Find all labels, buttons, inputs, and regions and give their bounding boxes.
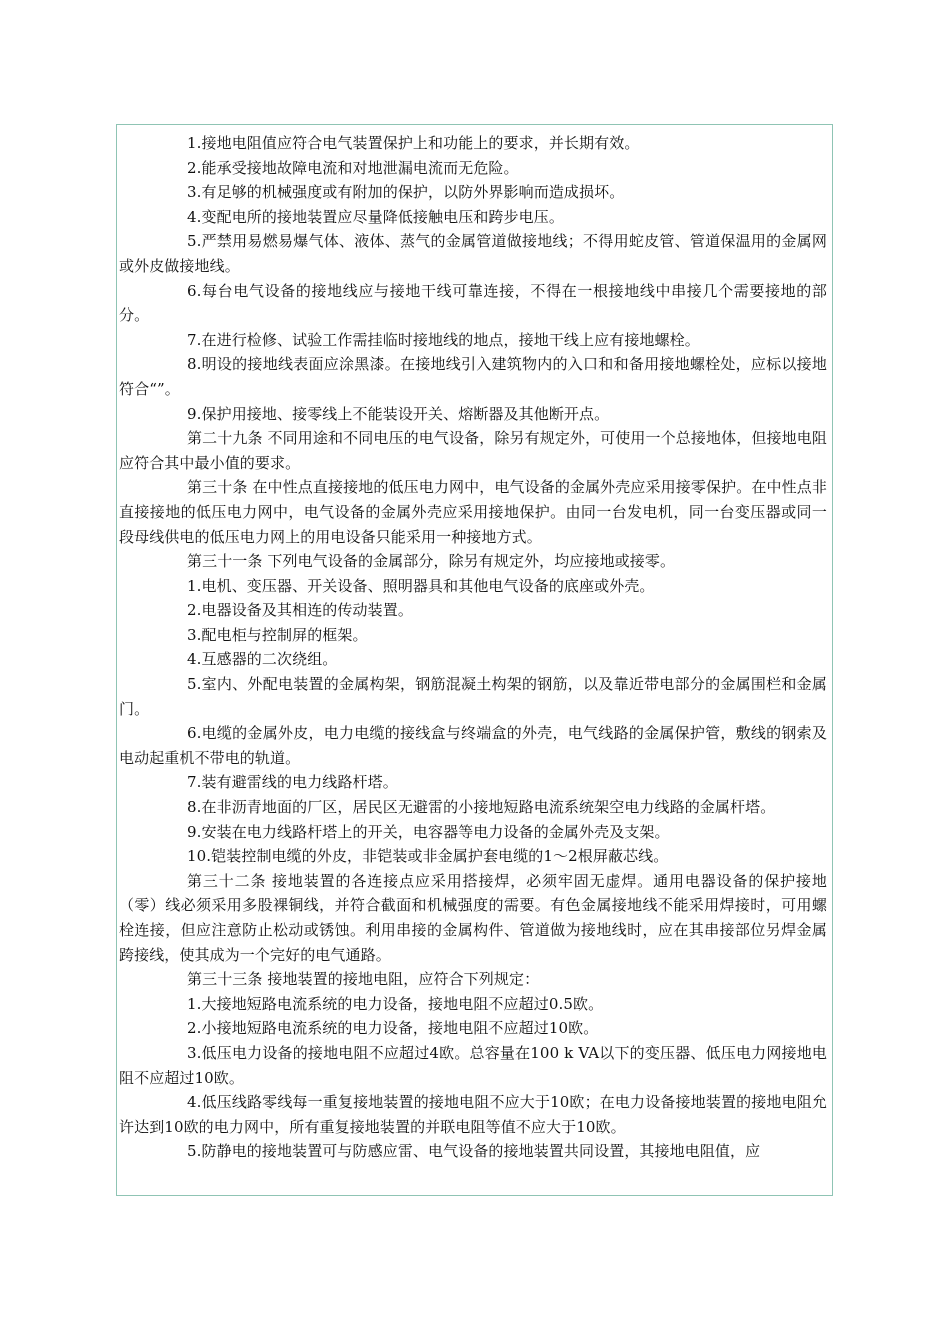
paragraph: 3.低压电力设备的接地电阻不应超过4欧。总容量在100 k VA以下的变压器、低压电力网接地电阻不应超过10欧。 [119, 1043, 827, 1087]
paragraph: 2.电器设备及其相连的传动装置。 [187, 601, 413, 620]
page-frame [116, 124, 833, 1196]
article-paragraph: 第二十九条 不同用途和不同电压的电气设备，除另有规定外，可使用一个总接地体，但接地电阻应符合其中最小值的要求。 [119, 429, 827, 472]
article-paragraph: 第三十二条 接地装置的各连接点应采用搭接焊，必须牢固无虚焊。通用电器设备的保护接地（零）线必须采用多股裸铜线，并符合截面和机械强度的需要。有色金属接地线不能采用焊接时，可用螺栓连接，但应注意防止松动或锈蚀。利用串接的金属构件、管道做为接地线时，应在其串接部位另焊金属跨接线，使其成为一个完好的电气通路。 [119, 871, 827, 964]
paragraph: 1.接地电阻值应符合电气装置保护上和功能上的要求，并长期有效。 [187, 134, 640, 152]
paragraph: 7.装有避雷线的电力线路杆塔。 [187, 773, 398, 792]
paragraph: 2.小接地短路电流系统的电力设备，接地电阻不应超过10欧。 [187, 1019, 599, 1038]
paragraph: 5.严禁用易燃易爆气体、液体、蒸气的金属管道做接地线；不得用蛇皮管、管道保温用的金属网或外皮做接地线。 [119, 232, 827, 275]
paragraph: 1.大接地短路电流系统的电力设备，接地电阻不应超过0.5欧。 [187, 994, 604, 1013]
paragraph: 1.电机、变压器、开关设备、照明器具和其他电气设备的底座或外壳。 [187, 576, 655, 595]
paragraph: 5.防静电的接地装置可与防感应雷、电气设备的接地装置共同设置，其接地电阻值，应 [187, 1142, 761, 1161]
paragraph: 8.在非沥青地面的厂区，居民区无避雷的小接地短路电流系统架空电力线路的金属杆塔。 [187, 798, 776, 817]
paragraph: 10.铠装控制电缆的外皮，非铠装或非金属护套电缆的1～2根屏蔽芯线。 [187, 847, 669, 866]
paragraph: 9.安装在电力线路杆塔上的开关，电容器等电力设备的金属外壳及支架。 [187, 822, 670, 841]
paragraph: 3.有足够的机械强度或有附加的保护，以防外界影响而造成损坏。 [187, 183, 625, 202]
paragraph: 4.变配电所的接地装置应尽量降低接触电压和跨步电压。 [187, 207, 564, 226]
paragraph: 8.明设的接地线表面应涂黑漆。在接地线引入建筑物内的入口和和备用接地螺栓处，应标以接地符合“”。 [119, 355, 827, 398]
paragraph: 9.保护用接地、接零线上不能装设开关、熔断器及其他断开点。 [187, 404, 610, 423]
article-paragraph: 第三十三条 接地装置的接地电阻，应符合下列规定： [187, 970, 540, 989]
article-paragraph: 第三十条 在中性点直接接地的低压电力网中，电气设备的金属外壳应采用接零保护。在中性点非直接接地的低压电力网中，电气设备的金属外壳应采用接地保护。由同一台发电机，同一台变压器或同一段母线供电的低压电力网上的用电设备只能采用一种接地方式。 [119, 478, 827, 546]
paragraph: 6.每台电气设备的接地线应与接地干线可靠连接，不得在一根接地线中串接几个需要接地的部分。 [119, 281, 827, 325]
paragraph: 7.在进行检修、试验工作需挂临时接地线的地点，接地干线上应有接地螺栓。 [187, 330, 700, 349]
paragraph: 6.电缆的金属外皮，电力电缆的接线盒与终端盒的外壳，电气线路的金属保护管，敷线的钢索及电动起重机不带电的轨道。 [119, 724, 827, 767]
article-paragraph: 第三十一条 下列电气设备的金属部分，除另有规定外，均应接地或接零。 [187, 552, 676, 571]
document-body [119, 131, 827, 1164]
paragraph: 4.低压线路零线每一重复接地装置的接地电阻不应大于10欧；在电力设备接地装置的接地电阻允许达到10欧的电力网中，所有重复接地装置的并联电阻等值不应大于10欧。 [119, 1093, 827, 1136]
paragraph: 4.互感器的二次绕组。 [187, 650, 338, 669]
paragraph: 3.配电柜与控制屏的框架。 [187, 625, 368, 644]
paragraph: 2.能承受接地故障电流和对地泄漏电流而无危险。 [187, 158, 519, 177]
paragraph: 5.室内、外配电装置的金属构架，钢筋混凝土构架的钢筋，以及靠近带电部分的金属围栏和金属门。 [119, 675, 827, 718]
